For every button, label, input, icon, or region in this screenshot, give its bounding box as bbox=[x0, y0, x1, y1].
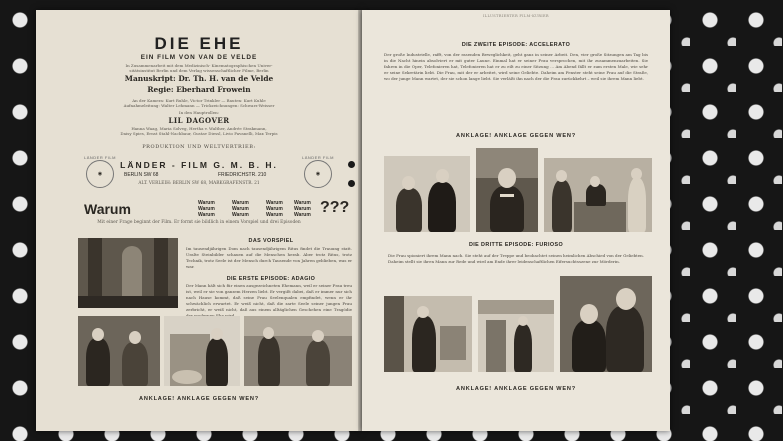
episode-2-heading: DIE ZWEITE EPISODE: ACCELERATO bbox=[461, 42, 571, 48]
anklage-top: ANKLAGE! ANKLAGE GEGEN WEN? bbox=[456, 133, 576, 139]
warum-column-2: Warum Warum Warum bbox=[232, 200, 249, 218]
address-city: BERLIN SW 68 bbox=[124, 172, 159, 178]
company-name: LÄNDER - FILM G. M. B. H. bbox=[120, 160, 278, 170]
lead-actor: LIL DAGOVER bbox=[168, 116, 230, 125]
furioso-photo-2 bbox=[478, 300, 554, 372]
intro-line-2: sitätsinstitut Berlin und dem Verlag wissenschaftlicher Filme, Berlin bbox=[129, 68, 269, 73]
accelerato-photo-2 bbox=[476, 148, 538, 232]
vorspiel-text: Im tausendjährigen Dom nach tausendjährigem Ritus findet die Trauung statt. Uralte Steinbilder schauen auf die Menschen herab. Aber trotz Ritus, trotz Technik, trotz Seele ist der Mensch durch Tausende von Jahren geblieben, was er war. bbox=[186, 246, 352, 269]
accelerato-photo-1 bbox=[384, 156, 470, 232]
intro-line-1: In Zusammenarbeit mit dem Medizinisch- Kinematographischen Univer- bbox=[125, 63, 273, 68]
film-title: DIE EHE bbox=[154, 34, 244, 53]
adagio-photo-3 bbox=[244, 316, 352, 386]
manuscript-credit: Manuskript: Dr. Th. H. van de Velde bbox=[124, 74, 274, 83]
binding-hole bbox=[348, 161, 355, 168]
binding-hole bbox=[348, 180, 355, 187]
running-head: ILLUSTRIERTER FILM-KURIER bbox=[483, 14, 549, 18]
question-line: Mit einer Frage beginnt der Film. Er formt sie bildlich in einem Vorspiel und drei Episoden bbox=[97, 220, 301, 225]
episode-1-heading: DIE ERSTE EPISODE: ADAGIO bbox=[226, 276, 316, 282]
cast-line-2: Daisy Spies, Ernst Stahl-Nachbaur, Gustav Diessl, Livio Pavanelli, Max Terpis bbox=[120, 131, 278, 136]
right-page bbox=[362, 10, 670, 431]
crew-line-1: An der Kamera: Kurt Ruhle, Victor Trinkler — Bauten: Kurt Kuhle bbox=[132, 98, 266, 103]
episode-3-text: Die Frau spioniert ihrem Mann nach. Sie steht auf der Treppe und beobachtet seinen heimlichen Abschied von der Geliebten. Daheim stellt sie ihren Mann zur Rede und wird am Ende ihrer leidenschaftlichen Eifersuchtsszene zur Mörderin. bbox=[388, 253, 644, 264]
anklage-bottom: ANKLAGE! ANKLAGE GEGEN WEN? bbox=[456, 386, 576, 392]
eye-icon: ◉ bbox=[97, 171, 103, 177]
vorspiel-heading: DAS VORSPIEL bbox=[248, 238, 294, 244]
cast-line-1: Hanna Waag, Maria Solveg, Hertha v. Walther, Andrée Strakmann, bbox=[131, 126, 267, 131]
director-credit: Regie: Eberhard Frowein bbox=[147, 85, 251, 94]
lead-label: In den Hauptrollen: bbox=[179, 110, 219, 115]
accelerato-photo-3 bbox=[544, 158, 652, 232]
warum-column-3: Warum Warum Warum bbox=[266, 200, 283, 218]
adagio-photo-1 bbox=[78, 316, 160, 386]
furioso-photo-3 bbox=[560, 276, 652, 372]
episode-1-text: Der Mann hält sich für einen ausgezeichneten Ehemann, weil er seiner Frau treu ist, weil er sie von ganzem Herzen liebt. Er vergißt dabei, daß er immer nur sich nach Hause kommt, daß seine Frau Seelenqualen empfindet, wenn er ihr schwächlich erwartet. Er weiß nicht, daß die zarte Seele seiner jungen Frau zerbricht, er weiß nicht, daß aus einem alltäglichen Geschehen eine Tragödie bbox=[186, 283, 352, 312]
furioso-photo-1 bbox=[384, 296, 472, 372]
warum-column-1: Warum Warum Warum bbox=[198, 200, 215, 218]
warum-headline: Warum bbox=[84, 201, 131, 217]
question-marks: ??? bbox=[320, 199, 350, 216]
cathedral-photo bbox=[78, 238, 178, 308]
left-page bbox=[36, 10, 362, 431]
distribution-line: ALT. VERLEIH: BERLIN SW 68, MARKGRAFENSTR. 21 bbox=[138, 181, 260, 186]
film-subtitle: EIN FILM VON VAN DE VELDE bbox=[140, 54, 258, 61]
episode-2-text: Der große Industrielle, rafft, von der rasenden Beweglichkeit, geht ganz in seiner Arbeit. Den, vier große Sitzungen am Tag bis in die Nacht hinein absolviert er mit guter Laune. Einmal hat er seiner Frau versprochen, mit ihr zusammenzuarbeiten. Sie fahren in die Oper, Telefonieren hat, Telefonieren hat er zu eilt zu einer Sitzung ... Am Abend fällt er zum ersten Male, wie sehr er seine Sekretärin liebt. Die Frau, mit der er arbeitet, wird seine Geliebte. Daheim am Fenster steht seine Frau auf die Straße, wo der junge Mann wartet, der sie schon lange liebt. Sie verläßt ihn nach der die Frau zurückkehrt – weil sie ihrem Mann liebt. bbox=[384, 52, 648, 81]
crew-line-2: Aufnahmeleitung: Walter Lehmann — Trickzeichnungen: Schwarz-Weisser bbox=[123, 103, 275, 108]
logo-label-right: LÄNDER FILM bbox=[302, 155, 334, 160]
warum-column-4: Warum Warum Warum bbox=[294, 200, 311, 218]
adagio-photo-2 bbox=[164, 316, 240, 386]
anklage-left: ANKLAGE! ANKLAGE GEGEN WEN? bbox=[139, 396, 259, 402]
episode-3-heading: DIE DRITTE EPISODE: FURIOSO bbox=[468, 242, 564, 248]
address-street: FRIEDRICHSTR. 210 bbox=[218, 172, 267, 178]
production-label: PRODUKTION UND WELTVERTRIEB: bbox=[142, 144, 256, 150]
logo-label-left: LÄNDER FILM bbox=[84, 155, 116, 160]
eye-icon: ◉ bbox=[315, 171, 321, 177]
